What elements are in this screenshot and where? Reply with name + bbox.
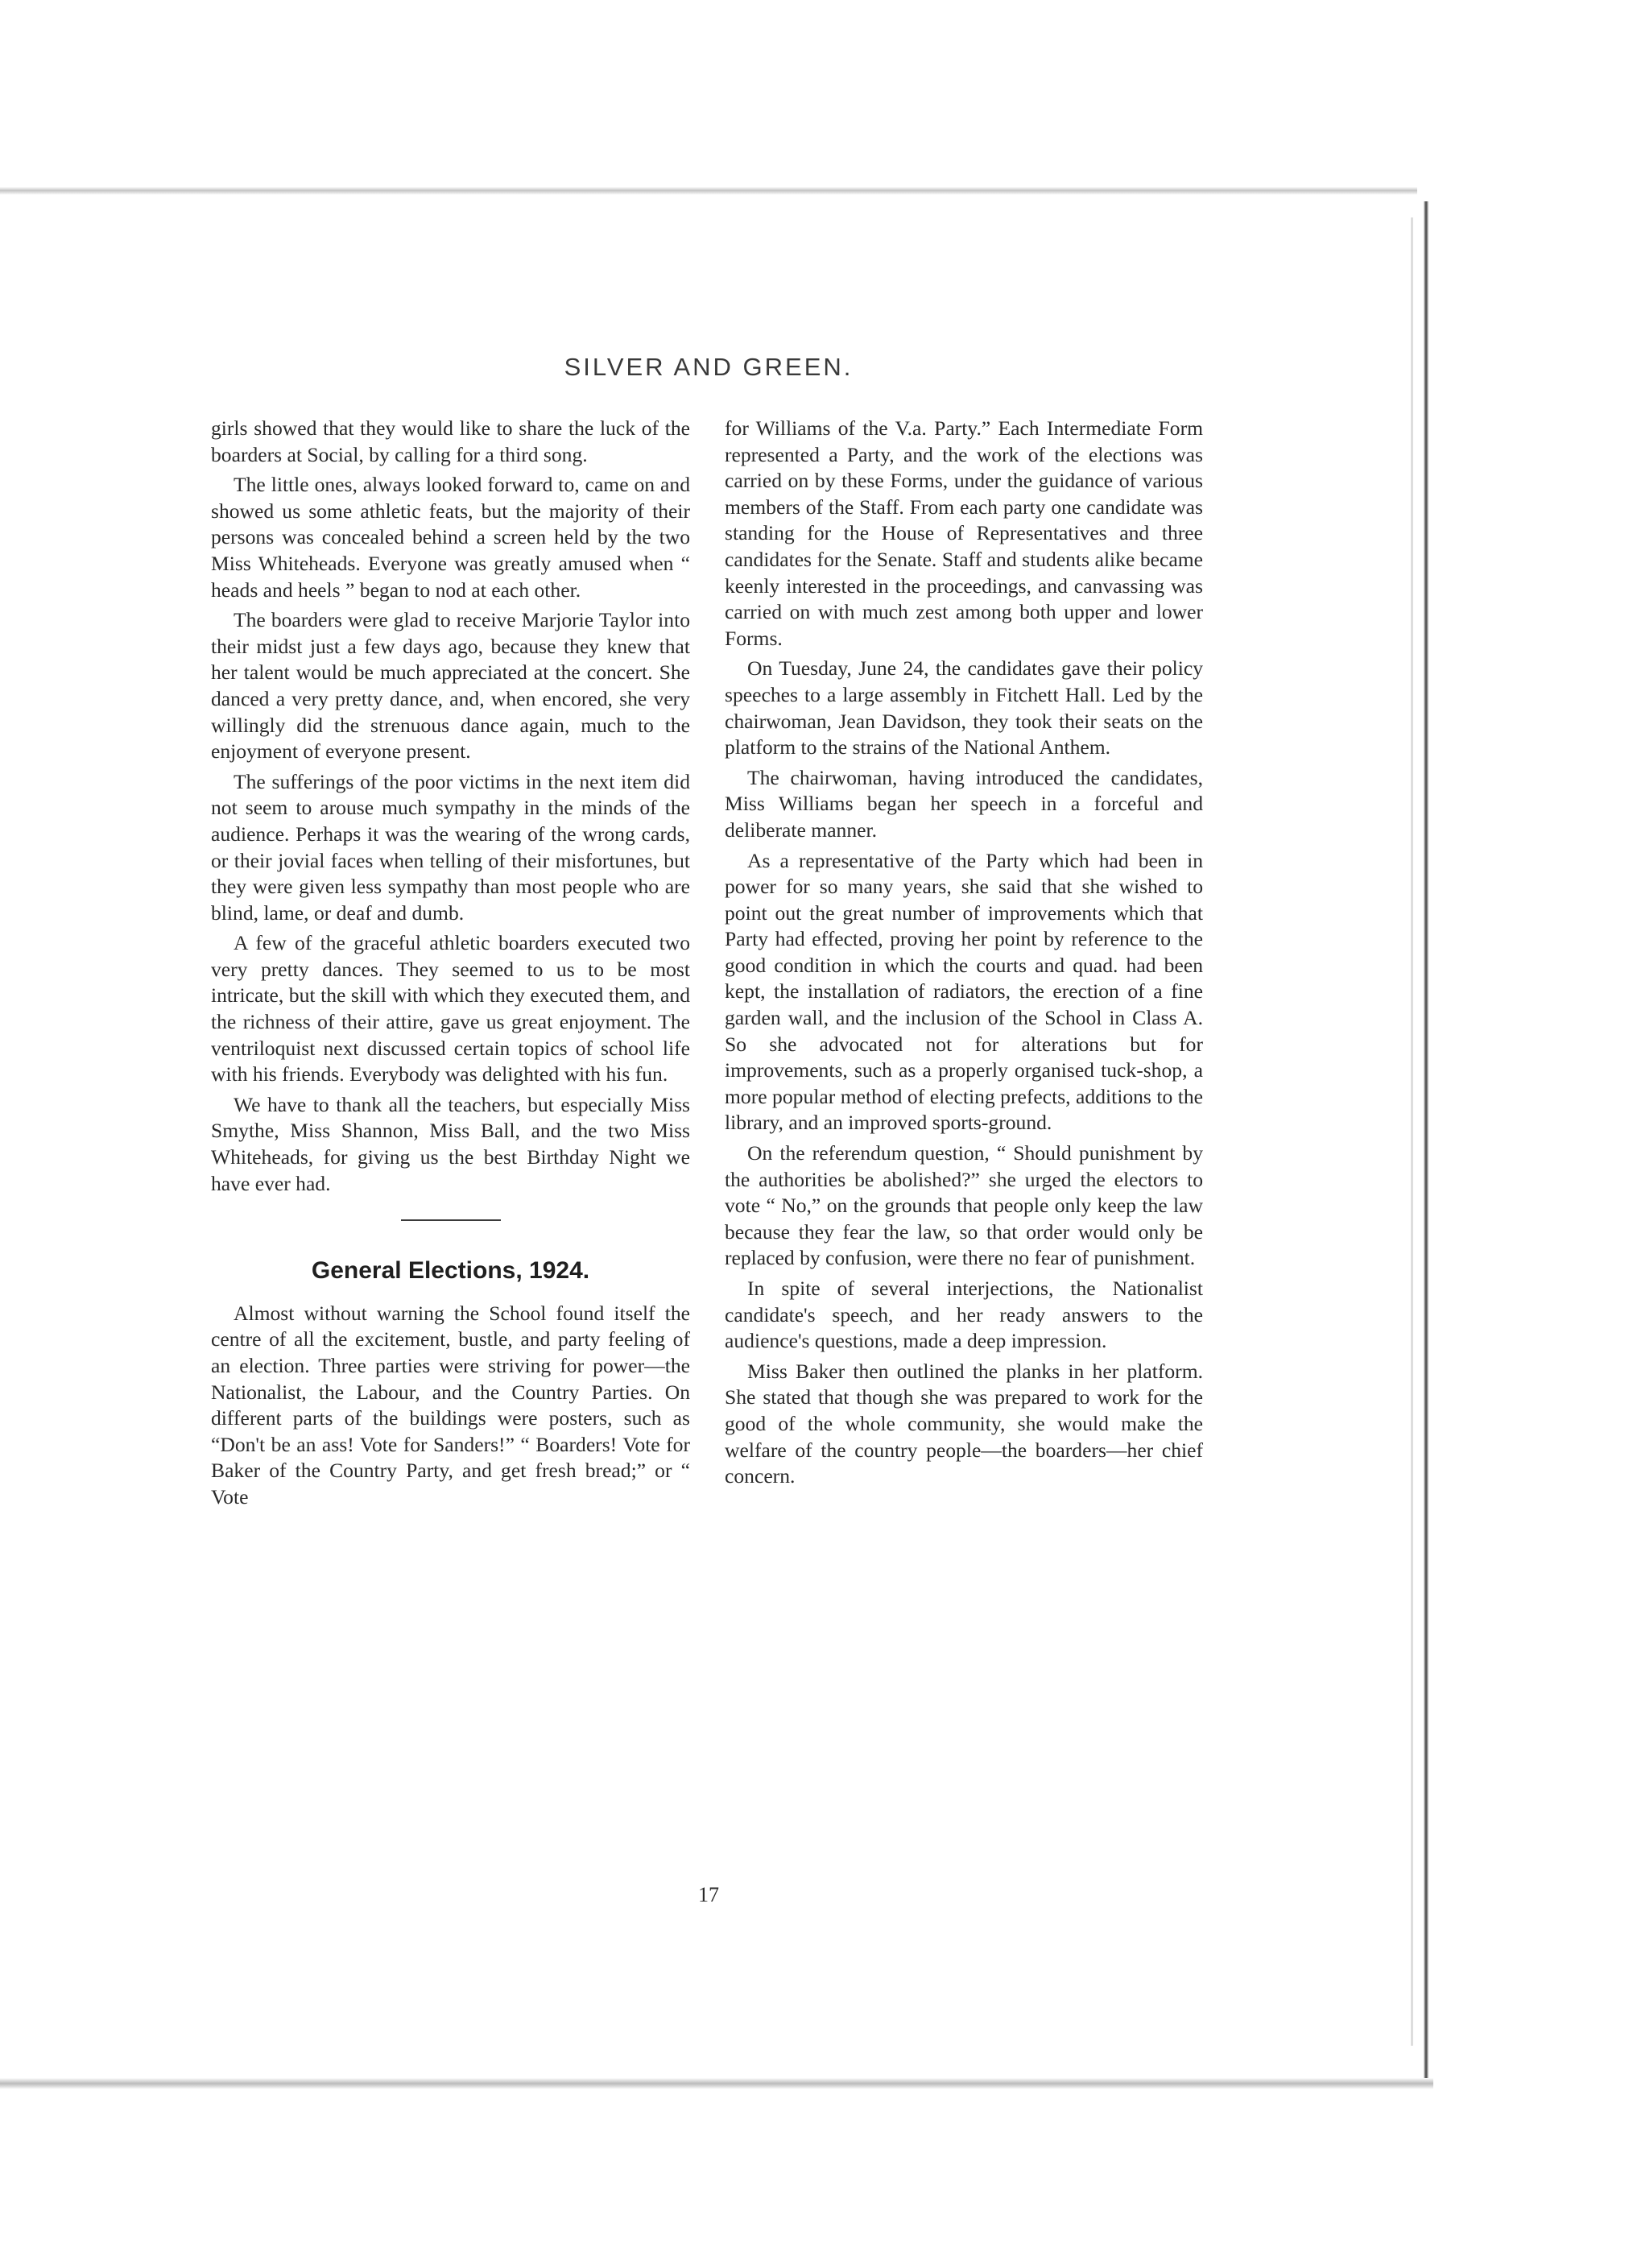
- paragraph: Miss Baker then outlined the planks in her platform. She stated that though she was prepared to work for the good of the whole community, she would make the welfare of the country people—the boarders—her chief concern.: [725, 1359, 1203, 1488]
- left-column: [211, 416, 690, 1515]
- page-edge-line: [1411, 217, 1413, 2046]
- right-column: [725, 416, 1203, 1494]
- paragraph: The chairwoman, having introduced the candidates, Miss Williams began her speech in a forceful and deliberate manner.: [725, 765, 1203, 842]
- paragraph: In spite of several interjections, the Nationalist candidate's speech, and her ready answers to the audience's questions, made a deep impression.: [725, 1277, 1203, 1353]
- scan-shadow-right: [1424, 201, 1428, 2078]
- paragraph: for Williams of the V.a. Party.” Each Intermediate Form represented a Party, and the work of the elections was carried on by these Forms, under the guidance of various members of the Staff. From each party one candidate was standing for the House of Representatives and three candidates for the Senate. Staff and students alike became keenly interested in the proceedings, and canvassing was carried on with much zest among both upper and lower Forms.: [725, 416, 1203, 650]
- paragraph: The sufferings of the poor victims in the next item did not seem to arouse much sympathy in the minds of the audience. Perhaps it was the wearing of the wrong cards, or their jovial faces when telling of their misfortunes, but they were given less sympathy than most people who are blind, lame, or deaf and dumb.: [211, 769, 690, 925]
- paragraph: Almost without warning the School found itself the centre of all the excitement, bustle, and party feeling of an election. Three parties were striving for power—the Nationalist, the Labour, and the Country Parties. On different parts of the buildings were posters, such as “Don't be an ass! Vote for Sanders!” “ Boarders! Vote for Baker of the Country Party, and get fresh bread;” or “ Vote: [211, 1301, 690, 1509]
- scan-shadow-top: [0, 187, 1417, 195]
- paragraph: On Tuesday, June 24, the candidates gave their policy speeches to a large assembly in Fitchett Hall. Led by the chairwoman, Jean Davidson, they took their seats on the platform to the strains of the National Anthem.: [725, 656, 1203, 759]
- paragraph: The boarders were glad to receive Marjorie Taylor into their midst just a few days ago, because they knew that her talent would be much appreciated at the concert. She danced a very pretty dance, and, when encored, she very willingly did the strenuous dance again, much to the enjoyment of everyone present.: [211, 608, 690, 764]
- section-divider: [401, 1219, 501, 1221]
- paragraph: On the referendum question, “ Should punishment by the authorities be abolished?” she urged the electors to vote “ No,” on the grounds that people only keep the law because they fear the law, so that order would only be replaced by confusion, were there no fear of punishment.: [725, 1141, 1203, 1270]
- page-number: 17: [698, 1883, 719, 1906]
- paragraph: As a representative of the Party which had been in power for so many years, she said that she wished to point out the great number of improvements which that Party had effected, proving her point by reference to the good condition in which the courts and quad. had been kept, the installation of radiators, the erection of a fine garden wall, and the inclusion of the School in Class A. So she advocated not for alterations but for improvements, such as a properly organised tuck-shop, a more popular method of electing prefects, additions to the library, and an improved sports-ground.: [725, 848, 1203, 1135]
- paragraph: girls showed that they would like to share the luck of the boarders at Social, by calling for a third song.: [211, 416, 690, 466]
- paragraph: We have to thank all the teachers, but especially Miss Smythe, Miss Shannon, Miss Ball, and the two Miss Whiteheads, for giving us the best Birthday Night we have ever had.: [211, 1092, 690, 1195]
- paragraph: A few of the graceful athletic boarders executed two very pretty dances. They seemed to us to be most intricate, but the skill with which they executed them, and the richness of their attire, gave us great enjoyment. The ventriloquist next discussed certain topics of school life with his friends. Everybody was delighted with his fun.: [211, 931, 690, 1086]
- section-heading: General Elections, 1924.: [311, 1257, 590, 1285]
- paragraph: The little ones, always looked forward to, came on and showed us some athletic feats, but the majority of their persons was concealed behind a screen held by the two Miss Whiteheads. Everyone was greatly amused when “ heads and heels ” began to nod at each other.: [211, 473, 690, 602]
- running-head: SILVER AND GREEN.: [564, 353, 854, 381]
- scan-shadow-bottom: [0, 2078, 1433, 2089]
